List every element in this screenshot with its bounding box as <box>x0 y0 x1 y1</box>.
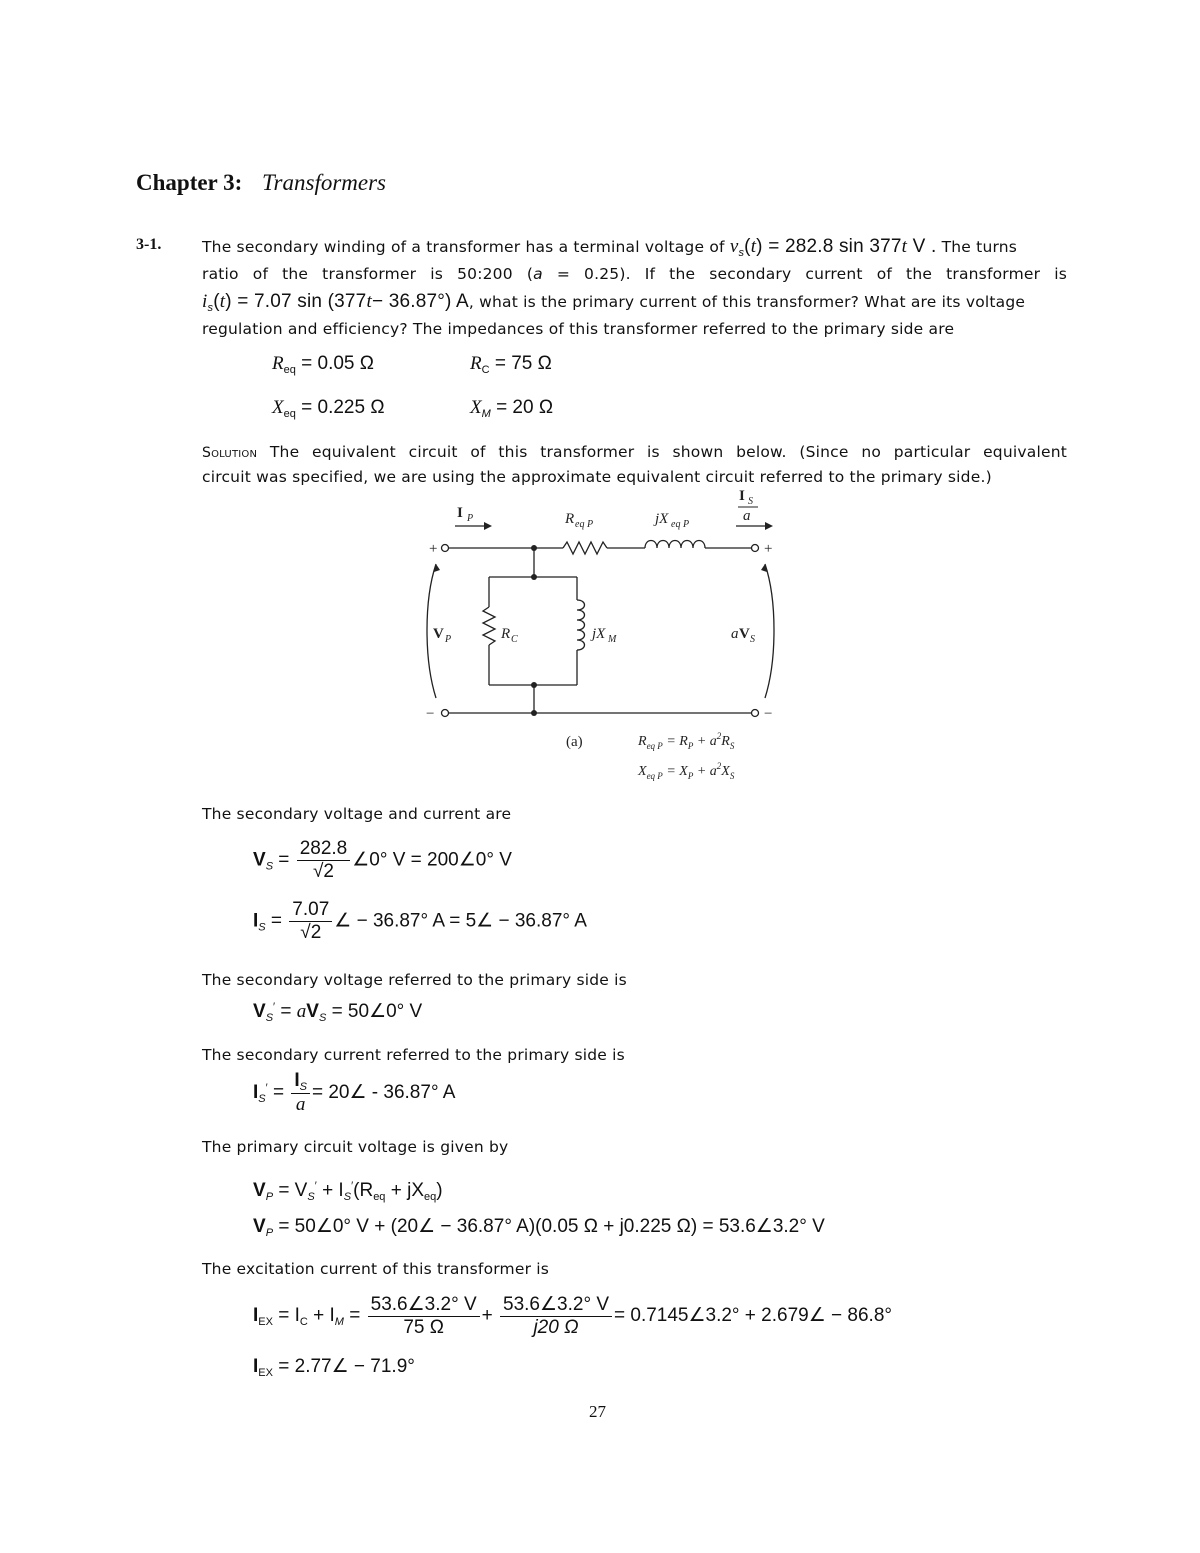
solution-line-1 <box>202 439 1067 467</box>
sub-s: S <box>265 1012 274 1024</box>
iex-den-1: 75 Ω <box>403 1317 444 1338</box>
plus-right: + <box>764 541 773 557</box>
terminal-top-left <box>442 545 449 552</box>
prime: ′ <box>265 1082 268 1095</box>
text-primary-v: The primary circuit voltage is given by <box>202 1138 509 1156</box>
vp-sub: P <box>445 634 452 645</box>
rc-label: R <box>501 626 511 642</box>
avs-label: V <box>739 626 750 642</box>
junction-shunt-bottom <box>531 682 537 688</box>
xeq-value: = 0.225 Ω <box>301 397 385 418</box>
problem-number: 3-1. <box>136 236 162 253</box>
impedance-rc: $R_C = 75$ Ω <box>470 353 552 376</box>
sub-m: M <box>334 1316 344 1329</box>
eq-is-prime: $I_S'$ = $\frac{I_S}{a}$ = 20∠ - 36.87° A <box>253 1070 456 1115</box>
text-secondary-vref: The secondary voltage referred to the primary side is <box>202 971 627 989</box>
problem-line-1: The secondary winding of a transformer has a terminal voltage of $v_s(t) = 282.8$ sin 377t V . The turns <box>202 236 1018 259</box>
jxm-sub: M <box>608 634 617 645</box>
is-sub: S <box>748 496 753 507</box>
sub-s: S <box>343 1191 352 1203</box>
isp-den: a <box>295 1094 306 1115</box>
avs-a: a <box>731 626 739 642</box>
jxeq-sub: eq P <box>671 519 690 530</box>
impedance-xeq: $X_{eq} = 0.225$ Ω <box>272 397 385 420</box>
solution-label: Solution <box>202 445 258 461</box>
prime: ′ <box>351 1180 354 1192</box>
eq-vp-2: $V_P$ = 50∠0° V + (20∠ − 36.87° A)(0.05 Ω + j0.225 Ω) = 53.6∠3.2° V <box>253 1216 825 1239</box>
rc-sub: C <box>511 634 518 645</box>
terminal-top-right <box>752 545 759 552</box>
junction-shunt-top <box>531 574 537 580</box>
m-sub: M <box>481 408 491 420</box>
eq-vp-1: $V_P = V_S' + I_S'(R_{eq} + jX_{eq})$ <box>253 1180 443 1203</box>
jxm-label: jX <box>592 626 606 642</box>
is-arrowhead <box>765 522 773 530</box>
plus-left: + <box>429 541 438 557</box>
problem-line-3: $i_s(t) = 7.07$ sin (377t− 36.87°) A, what is the primary current of this transformer? What are its voltage <box>202 291 1026 314</box>
is-den: a <box>743 508 751 524</box>
problem-line-4: regulation and efficiency? The impedances of this transformer referred to the primary side are <box>202 320 955 338</box>
is-label: I <box>739 488 745 504</box>
page-number: 27 <box>589 1402 606 1421</box>
text-excitation: The excitation current of this transformer is <box>202 1260 550 1278</box>
terminal-bottom-left <box>442 710 449 717</box>
vp1-e: ) <box>436 1180 443 1201</box>
req-sub: eq P <box>575 519 594 530</box>
eq-sub: eq <box>283 408 296 420</box>
terminal-bottom-right <box>752 710 759 717</box>
isp-result: = 20∠ - 36.87° A <box>311 1082 456 1104</box>
chapter-number: Chapter 3: <box>136 170 243 195</box>
sub-s: S <box>258 921 266 934</box>
chapter-heading <box>136 170 386 196</box>
problem-text-b: The turns <box>941 238 1018 256</box>
vp-label: V <box>433 626 444 642</box>
ratio-text-b: = 0.25). If the secondary current of the transformer is <box>556 265 1067 283</box>
iex1-a: = I <box>278 1305 300 1327</box>
vp1-d: + jX <box>390 1180 424 1201</box>
avs-sub: S <box>750 634 755 645</box>
sub-s: S <box>299 1081 307 1093</box>
vs-unit: V . <box>912 236 937 257</box>
eq-iex-2: $I_{EX}$ = 2.77∠ − 71.9° <box>253 1356 415 1379</box>
solution-text-1: The equivalent circuit of this transformer is shown below. (Since no particular equivalent <box>269 443 1067 461</box>
req-value: = 0.05 Ω <box>301 353 374 374</box>
minus-left: − <box>426 706 435 722</box>
iex1-b: + I <box>313 1305 335 1327</box>
sub-p: P <box>265 1191 274 1203</box>
ip-arrowhead <box>484 522 492 530</box>
xm-value: = 20 Ω <box>496 397 554 418</box>
vs-equation: = 282.8 sin 377 <box>768 236 902 257</box>
eq-vs-prime: $V_S' = aV_S$ = 50∠0° V <box>253 1001 423 1024</box>
iex2-result: = 2.77∠ − 71.9° <box>278 1356 415 1377</box>
sub-p: P <box>265 1227 274 1239</box>
text-secondary-va: The secondary voltage and current are <box>202 805 512 823</box>
is-equation: = 7.07 sin <box>237 291 323 312</box>
sub-eq: eq <box>424 1191 437 1203</box>
ratio-text: ratio of the transformer is 50:200 ( <box>202 265 534 283</box>
vp1-c: (R <box>353 1180 374 1201</box>
formula-req: $R_{eq P} = R_P + a^2R_S$ <box>638 731 735 751</box>
iex-result: = 0.7145∠3.2° + 2.679∠ − 86.8° <box>614 1305 892 1327</box>
avs-bracket <box>765 564 774 698</box>
rc-resistor <box>483 607 495 645</box>
c-sub: C <box>481 364 490 376</box>
eq-iex-1: $I_{EX} = I_C + I_M$ = $\frac{53.6\angle 3.2^\circ V}{75 \Omega}$ + $\frac{53.6\angle 3.2^\circ V}{j20 \Omega}$ = 0.7145∠3.2° + 2.679∠ − 86.8° <box>253 1294 892 1338</box>
is-num: 7.07 <box>289 899 332 922</box>
req-resistor <box>563 542 607 554</box>
iex-den-2: j20 Ω <box>533 1317 579 1338</box>
problem-text: The secondary winding of a transformer has a terminal voltage of <box>202 238 725 256</box>
eq-vs: $V_S$ = $\frac{282.8}{√2}$ ∠0° V = 200∠0° V <box>253 838 512 882</box>
ip-sub: P <box>467 513 474 524</box>
impedance-req: $R_{eq} = 0.05$ Ω <box>272 353 374 376</box>
impedance-xm: $X_M = 20$ Ω <box>470 397 554 420</box>
chapter-title: Transformers <box>262 170 386 195</box>
is-paren: (377 <box>327 291 367 312</box>
rc-value: = 75 Ω <box>494 353 552 374</box>
solution-line-2: circuit was specified, we are using the approximate equivalent circuit referred to the primary side.) <box>202 468 992 486</box>
sub-s: S <box>318 1012 327 1024</box>
is-paren2: − 36.87°) <box>371 291 452 312</box>
is-unit: A <box>456 291 469 312</box>
text-secondary-iref: The secondary current referred to the primary side is <box>202 1046 625 1064</box>
isp-num: I <box>294 1070 300 1091</box>
vp1-a: = V <box>278 1180 308 1201</box>
ip-label: I <box>457 505 463 521</box>
vs-num: 282.8 <box>297 838 351 861</box>
iex-plus: + <box>481 1305 493 1327</box>
iex-num-2: 53.6∠3.2° V <box>500 1293 612 1317</box>
is-result: ∠ − 36.87° A = 5∠ − 36.87° A <box>334 910 587 932</box>
junction-bottom <box>531 710 537 716</box>
sub-s: S <box>258 1093 266 1106</box>
req-label: R <box>565 511 575 527</box>
sub-ex: EX <box>258 1316 273 1329</box>
sub-s: S <box>265 860 274 873</box>
vs-prime-value: = 50∠0° V <box>331 1001 423 1022</box>
sub-s: S <box>307 1191 315 1203</box>
formula-xeq: $X_{eq P} = X_P + a^2X_S$ <box>638 761 735 781</box>
prime: ′ <box>314 1180 317 1192</box>
prime: ′ <box>273 1001 276 1013</box>
vp2-result: = 50∠0° V + (20∠ − 36.87° A)(0.05 Ω + j0.225 Ω) = 53.6∠3.2° V <box>278 1216 825 1237</box>
minus-right: − <box>764 706 773 722</box>
eq-sub: eq <box>283 364 296 376</box>
sub-ex: EX <box>258 1367 273 1379</box>
problem-line-2 <box>202 261 1067 288</box>
sub-eq: eq <box>373 1191 386 1203</box>
a-symbol: a <box>533 265 543 283</box>
junction-top <box>531 545 537 551</box>
iex-num-1: 53.6∠3.2° V <box>368 1293 480 1317</box>
question-text: , what is the primary current of this transformer? What are its voltage <box>468 293 1026 311</box>
vs-den: √2 <box>312 861 334 882</box>
iex1-c: = <box>349 1305 361 1327</box>
jxeq-inductor <box>645 541 705 549</box>
eq-is: $I_S$ = $\frac{7.07}{√2}$ ∠ − 36.87° A = 5∠ − 36.87° A <box>253 899 587 943</box>
circuit-caption: (a) <box>566 734 583 750</box>
vp1-b: + I <box>322 1180 344 1201</box>
is-den: √2 <box>300 922 322 943</box>
jxeq-label: jX <box>655 511 669 527</box>
equivalent-circuit-diagram <box>400 480 820 790</box>
vs-result: ∠0° V = 200∠0° V <box>352 849 512 871</box>
sub-c: C <box>299 1316 308 1329</box>
jxm-inductor <box>577 600 585 650</box>
